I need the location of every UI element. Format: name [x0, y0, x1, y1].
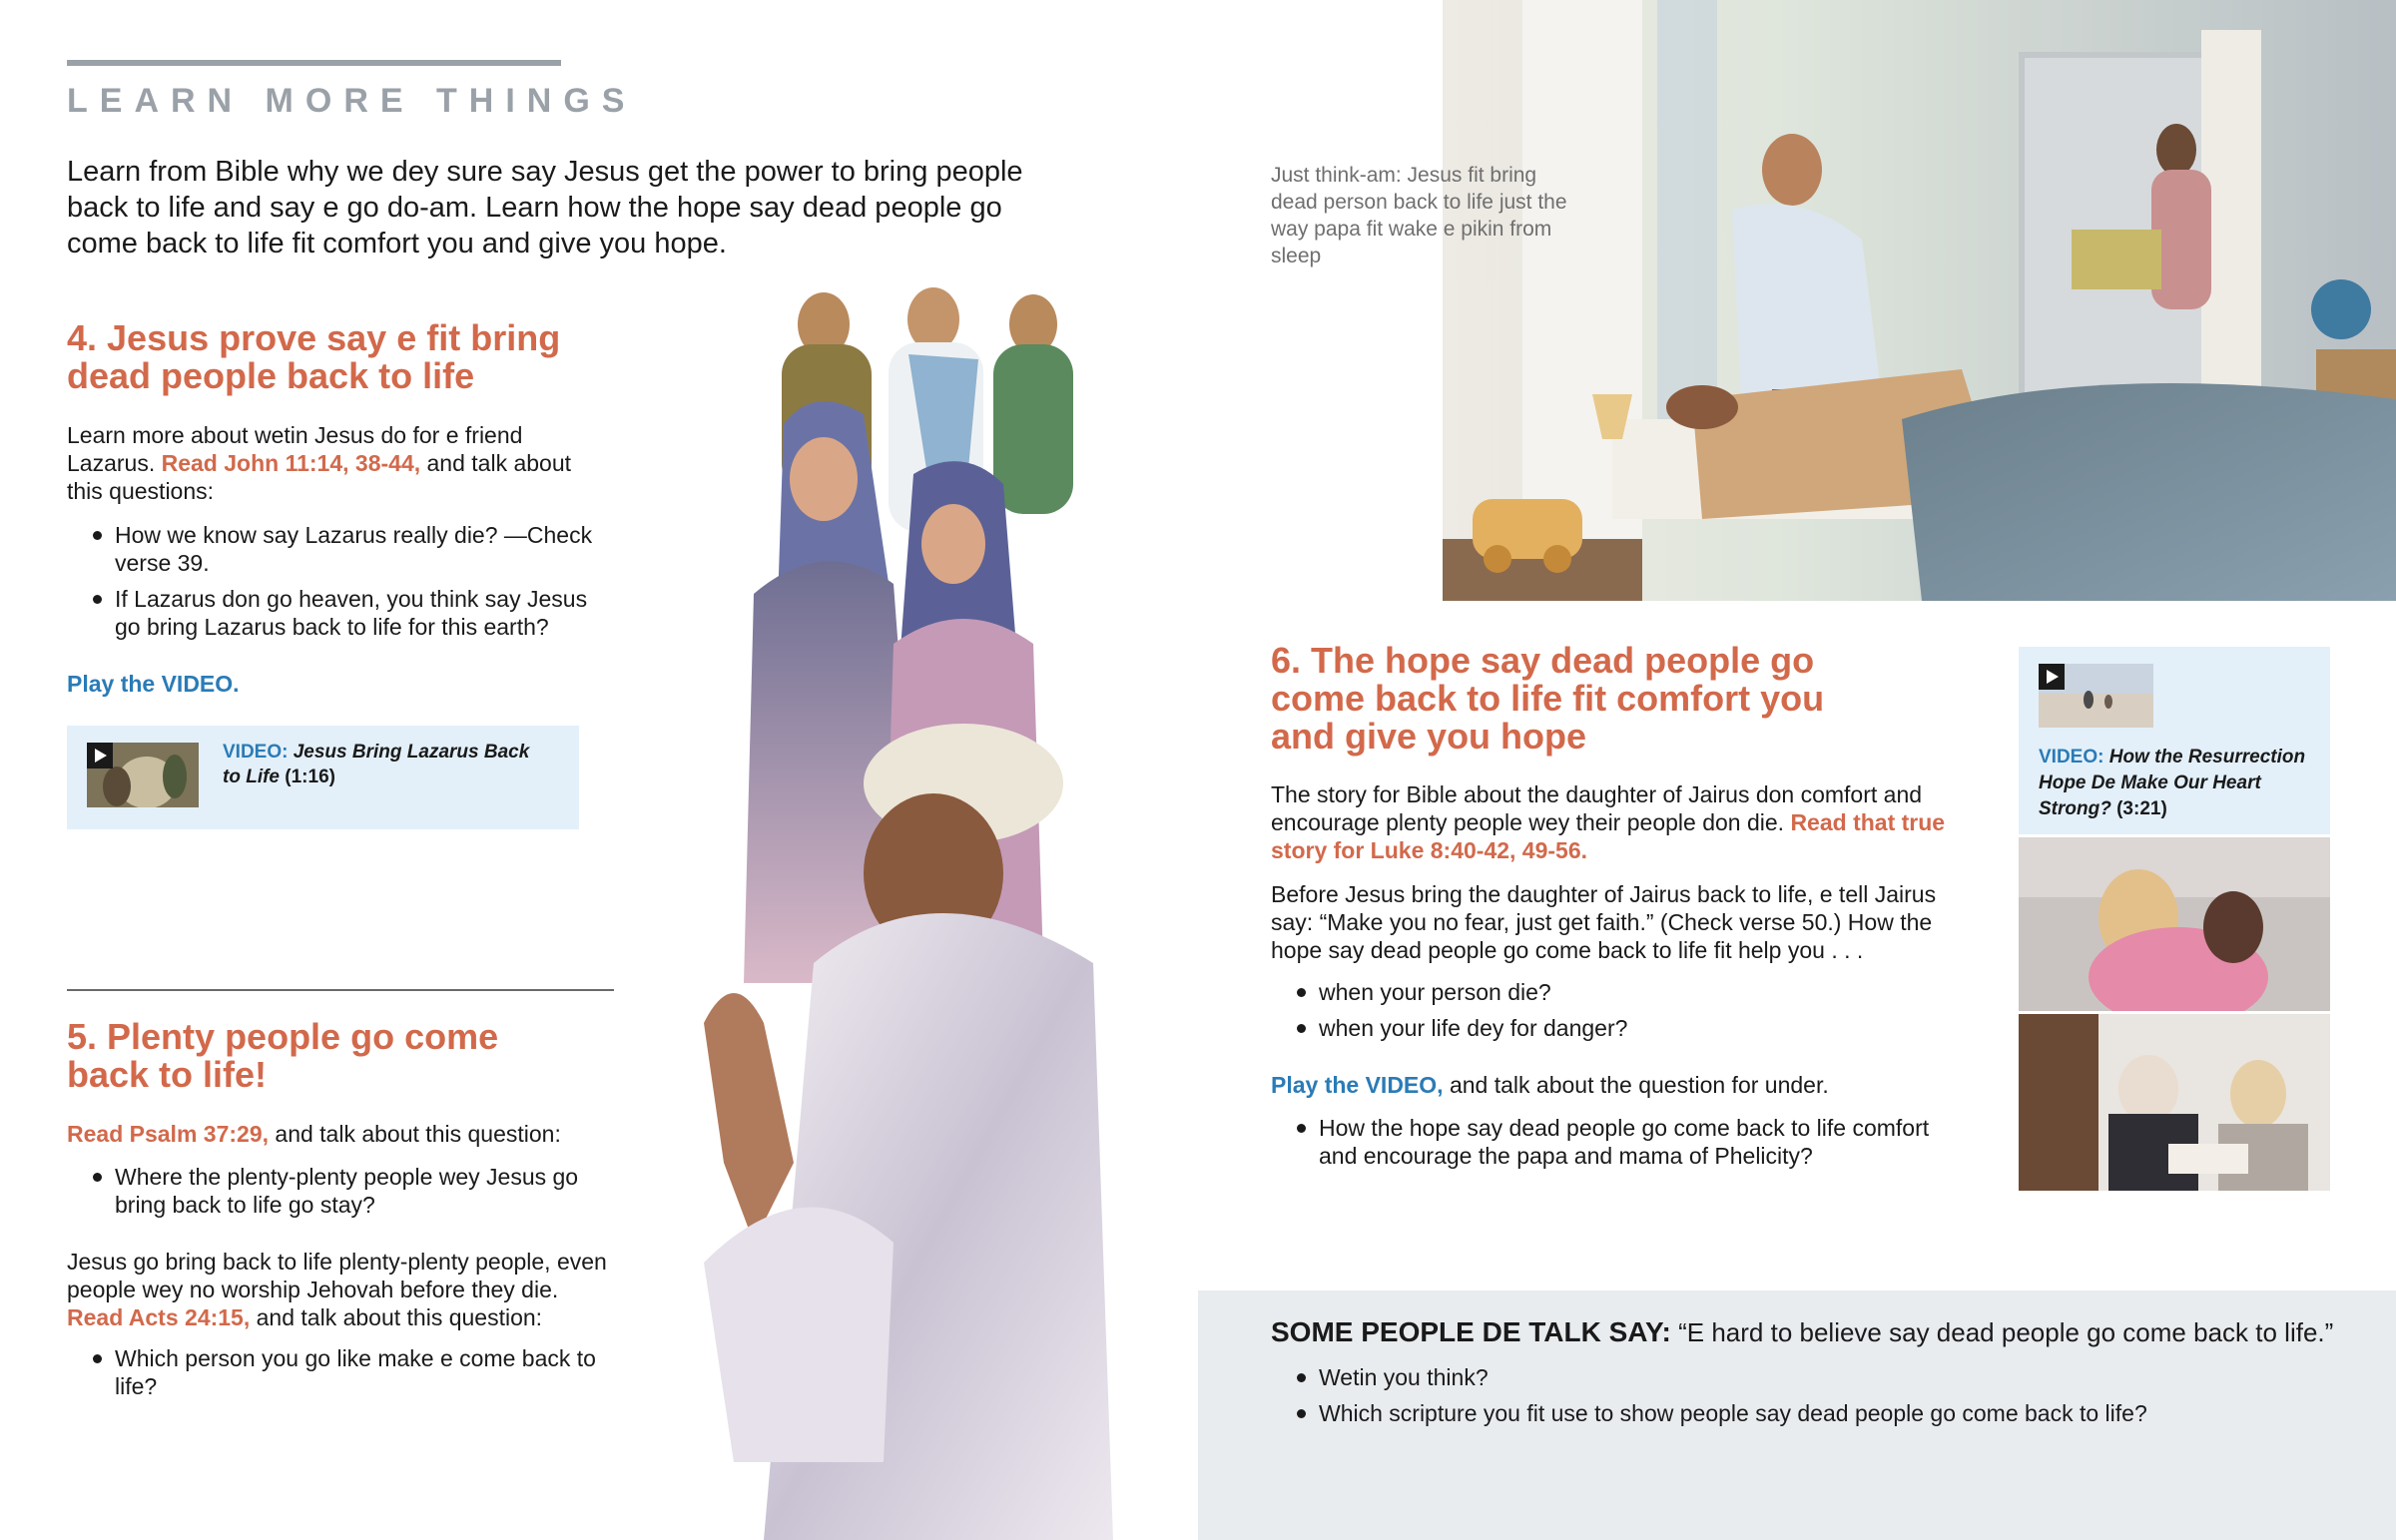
list-item: when your person die?: [1271, 978, 1960, 1006]
bedroom-illustration-art: [1443, 0, 2396, 601]
list-item: Wetin you think?: [1271, 1363, 2369, 1391]
lazarus-illustration: [664, 264, 1113, 1540]
reading-photo-art: [2019, 1014, 2330, 1191]
section4-intro: [67, 421, 594, 505]
section6-questions1: [1271, 978, 1960, 1050]
section-label: LEARN MORE THINGS: [67, 82, 637, 120]
play-video-link[interactable]: Play the VIDEO.: [67, 671, 240, 697]
video-caption: [223, 740, 552, 789]
video-caption: [2039, 745, 2323, 822]
hug-photo: [2019, 837, 2330, 1011]
list-item: Where the plenty-plenty people wey Jesus go bring back to life go stay?: [67, 1163, 606, 1219]
some-people-statement: [1271, 1315, 2369, 1349]
hug-photo-art: [2019, 837, 2330, 1011]
section6-questions2: [1271, 1114, 1960, 1178]
section5-para2: [67, 1248, 611, 1331]
video-title[interactable]: How the Resurrection Hope De Make Our Heart Strong?: [2039, 747, 2306, 819]
video-duration: (3:21): [2116, 798, 2167, 819]
section4-heading: 4. Jesus prove say e fit bring dead people back to life: [67, 317, 561, 396]
some-people-questions: [1271, 1363, 2369, 1435]
section-divider: [67, 989, 614, 991]
some-people-label: SOME PEOPLE DE TALK SAY:: [1271, 1316, 1671, 1347]
list-item: Which person you go like make e come back to life?: [67, 1344, 606, 1400]
bedroom-illustration: [1443, 0, 2396, 601]
play-icon[interactable]: [2039, 664, 2065, 690]
section5-para1-after: and talk about this question:: [275, 1121, 561, 1147]
scripture-link-psalm[interactable]: Read Psalm 37:29,: [67, 1121, 270, 1147]
list-item: Which scripture you fit use to show people say dead people go come back to life?: [1271, 1399, 2369, 1427]
section6-play-line: [1271, 1071, 1960, 1099]
section5-questions2: [67, 1344, 606, 1408]
list-item: How we know say Lazarus really die? —Check verse 39.: [67, 521, 606, 577]
list-item: If Lazarus don go heaven, you think say Jesus go bring Lazarus back to life for this earth?: [67, 585, 606, 641]
video-duration: (1:16): [285, 767, 335, 787]
scripture-link-luke[interactable]: Read that true story for Luke 8:40-42, 49-56.: [1271, 809, 1946, 863]
video-thumbnail[interactable]: [2039, 664, 2153, 728]
some-people-quote: “E hard to believe say dead people go come back to life.”: [1678, 1317, 2334, 1347]
section5-heading: 5. Plenty people go come back to life!: [67, 1016, 499, 1095]
video-label: VIDEO:: [2039, 747, 2104, 768]
play-icon[interactable]: [87, 743, 113, 769]
section4-questions: [67, 521, 606, 649]
section5-para2-text: Jesus go bring back to life plenty-plenty people, even people wey no worship Jehovah before they die.: [67, 1249, 607, 1302]
section6-para2: Before Jesus bring the daughter of Jairus back to life, e tell Jairus say: “Make you no fear, just get faith.” (Check verse 50.) How the hope say dead people go come back to life fit help you . . .: [1271, 881, 1937, 963]
list-item: when your life dey for danger?: [1271, 1014, 1960, 1042]
video-box-lazarus[interactable]: [67, 726, 579, 829]
video-sidebar: [2019, 647, 2330, 1191]
section6-play-after: and talk about the question for under.: [1449, 1072, 1829, 1098]
section4-intro-text: Learn more about wetin Jesus do for e friend Lazarus.: [67, 422, 523, 476]
section6-heading: 6. The hope say dead people go come back to life fit comfort you and give you hope: [1271, 640, 1825, 757]
section5-questions1: [67, 1163, 606, 1227]
section6-para1: [1271, 780, 1950, 864]
section4-intro-after: and talk about this questions:: [67, 450, 572, 504]
top-rule: [67, 60, 561, 66]
lazarus-illustration-art: [664, 264, 1113, 1540]
video-title[interactable]: Jesus Bring Lazarus Back to Life: [223, 742, 530, 787]
play-video-link[interactable]: Play the VIDEO,: [1271, 1072, 1444, 1098]
image-caption: Just think-am: Jesus fit bring dead person back to life just the way papa fit wake e pikin from sleep: [1271, 164, 1567, 267]
video-box-resurrection[interactable]: [2019, 647, 2330, 834]
intro-paragraph: Learn from Bible why we dey sure say Jesus get the power to bring people back to life and say e go do-am. Learn how the hope say dead people go come back to life fit comfort you and give you hope.: [67, 156, 1023, 259]
reading-photo: [2019, 1014, 2330, 1191]
scripture-link-acts[interactable]: Read Acts 24:15,: [67, 1304, 251, 1330]
video-label: VIDEO:: [223, 742, 289, 763]
section6-para1-text: The story for Bible about the daughter of Jairus don comfort and encourage plenty people wey their people don die.: [1271, 781, 1923, 835]
scripture-link-john[interactable]: Read John 11:14, 38-44,: [161, 450, 421, 476]
section5-para1: [67, 1120, 626, 1148]
list-item: How the hope say dead people go come back to life comfort and encourage the papa and mama of Phelicity?: [1271, 1114, 1960, 1170]
section5-para2-after: and talk about this question:: [256, 1304, 543, 1330]
video-thumbnail[interactable]: [87, 743, 199, 807]
